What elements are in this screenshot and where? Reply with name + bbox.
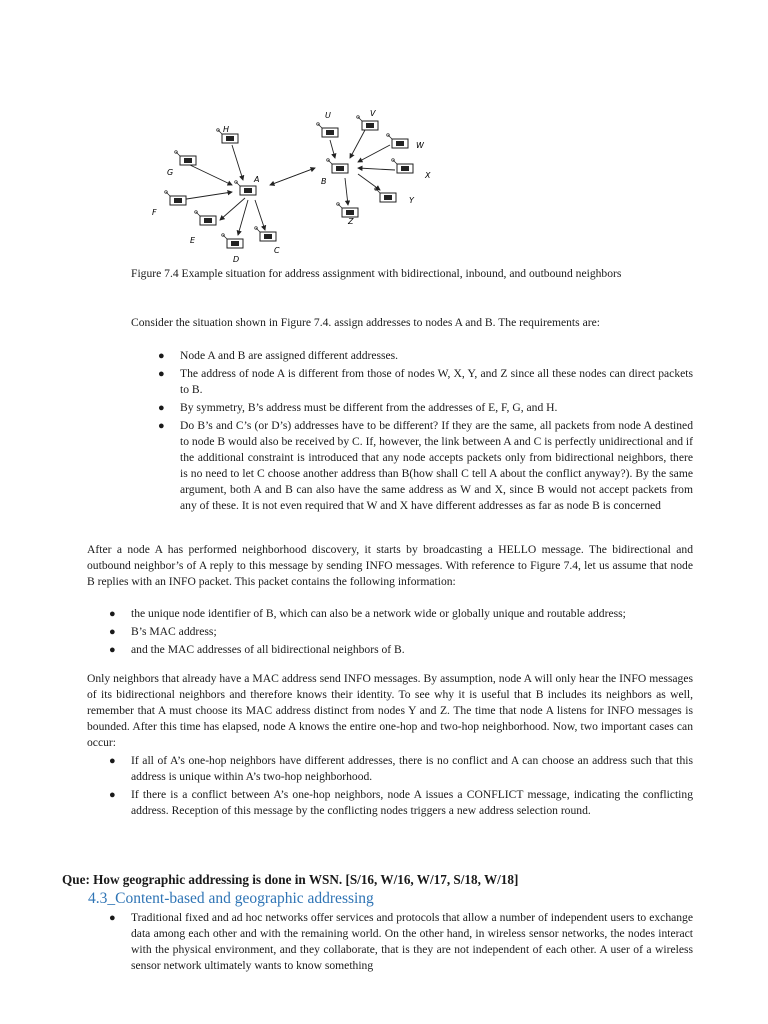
- question-line: Que: How geographic addressing is done in WSN. [S/16, W/16, W/17, S/18, W/18]: [62, 872, 519, 887]
- node-label-u: U: [325, 111, 331, 120]
- figure-caption: Figure 7.4 Example situation for address assignment with bidirectional, inbound, and outbound neighbors: [131, 267, 622, 280]
- bullet-icon: ●: [109, 789, 116, 801]
- node-label-f: F: [152, 208, 157, 217]
- node-label-h: H: [223, 125, 230, 134]
- list-item-text: If there is a conflict between A’s one-hop neighbors, node A issues a CONFLICT message, indicating the conflicting address. Reception of this message by the conflicting nodes triggers a new address selection round.: [131, 788, 693, 817]
- list-item-text: Node A and B are assigned different addresses.: [180, 349, 399, 362]
- node-label-x: X: [425, 171, 431, 180]
- body-paragraph-info: Only neighbors that already have a MAC address send INFO messages. By assumption, node A will only hear the INFO messages of its bidirectional neighbors and therefore knows their identity. To see why it is useful that B includes its neighbors as well, remember that A must choose its MAC address distinct from nodes Y and Z. The time that node A listens for INFO messages is bounded. After this time has elapsed, node A knows the entire one-hop and two-hop neighborhood. Now, two important cases can occur:: [87, 672, 693, 749]
- list-item: [158, 366, 693, 398]
- node-label-e: E: [190, 236, 196, 245]
- list-item: [158, 418, 693, 514]
- node-label-y: Y: [409, 196, 414, 205]
- list-item-text: B’s MAC address;: [131, 625, 217, 638]
- bullet-icon: ●: [158, 368, 165, 380]
- node-label-z: Z: [348, 217, 354, 226]
- section-heading: 4.3_Content-based and geographic addressing: [88, 890, 374, 907]
- list-item: [158, 400, 693, 416]
- bullet-icon: ●: [158, 402, 165, 414]
- intro-paragraph: Consider the situation shown in Figure 7.4. assign addresses to nodes A and B. The requirements are:: [131, 316, 600, 329]
- list-item: [158, 348, 693, 364]
- list-item-text: By symmetry, B’s address must be different from the addresses of E, F, G, and H.: [180, 401, 558, 414]
- list-item-text: If all of A’s one-hop neighbors have different addresses, there is no conflict and A can choose an address such that this address is unique within A’s two-hop neighborhood.: [131, 754, 693, 783]
- list-item-text: Traditional fixed and ad hoc networks offer services and protocols that allow a number of independent users to exchange data among each other and with the remaining world. On the other hand, in wireless sensor networks, the nodes interact with the physical environment, and they collaborate, that is they are not independent of each other. A user of a wireless sensor network ultimately wants to know something: [131, 911, 693, 972]
- info-contents-list: [109, 606, 693, 660]
- section-list: [109, 910, 693, 974]
- bullet-icon: ●: [158, 350, 165, 362]
- list-item: [109, 753, 693, 785]
- bullet-icon: ●: [158, 420, 165, 432]
- body-paragraph-hello: After a node A has performed neighborhood discovery, it starts by broadcasting a HELLO message. The bidirectional and outbound neighbor’s of A reply to this message by sending INFO messages. With reference to Figure 7.4, let us assume that node B replies with an INFO packet. This packet contains the following information:: [87, 543, 693, 588]
- list-item-text: Do B’s and C’s (or D’s) addresses have to be different? If they are the same, all packets from node A destined to node B would also be received by C. If, however, the link between A and C is perfectly unidirectional and if the additional constraint is introduced that any node accepts packets only from bidirectional neighbors, there is no need to let C choose another address than B(how shall C tell A about the conflict anyway?). By the same argument, both A and B can also have the same address as W and X, since B would not accept packets from any of these. It is not even required that W and X have different addresses as far as node B is concerned: [180, 419, 693, 512]
- list-item: [109, 787, 693, 819]
- node-label-w: W: [416, 141, 424, 150]
- list-item: [109, 642, 693, 658]
- cases-list: [109, 753, 693, 821]
- bullet-icon: ●: [109, 626, 116, 638]
- node-label-g: G: [167, 168, 174, 177]
- bullet-icon: ●: [109, 644, 116, 656]
- list-item: [109, 606, 693, 622]
- node-label-b: B: [321, 177, 327, 186]
- network-figure: [150, 100, 440, 265]
- node-label-a: A: [254, 175, 260, 184]
- list-item: [109, 910, 693, 974]
- node-label-v: V: [370, 109, 376, 118]
- node-label-c: C: [274, 246, 280, 255]
- bullet-icon: ●: [109, 912, 116, 924]
- list-item-text: and the MAC addresses of all bidirectional neighbors of B.: [131, 643, 405, 656]
- requirements-list: [158, 348, 693, 516]
- list-item-text: The address of node A is different from those of nodes W, X, Y, and Z since all these nodes can direct packets to B.: [180, 367, 693, 396]
- bullet-icon: ●: [109, 608, 116, 620]
- list-item-text: the unique node identifier of B, which can also be a network wide or globally unique and routable address;: [131, 607, 626, 620]
- list-item: [109, 624, 693, 640]
- bullet-icon: ●: [109, 755, 116, 767]
- node-label-d: D: [233, 255, 240, 264]
